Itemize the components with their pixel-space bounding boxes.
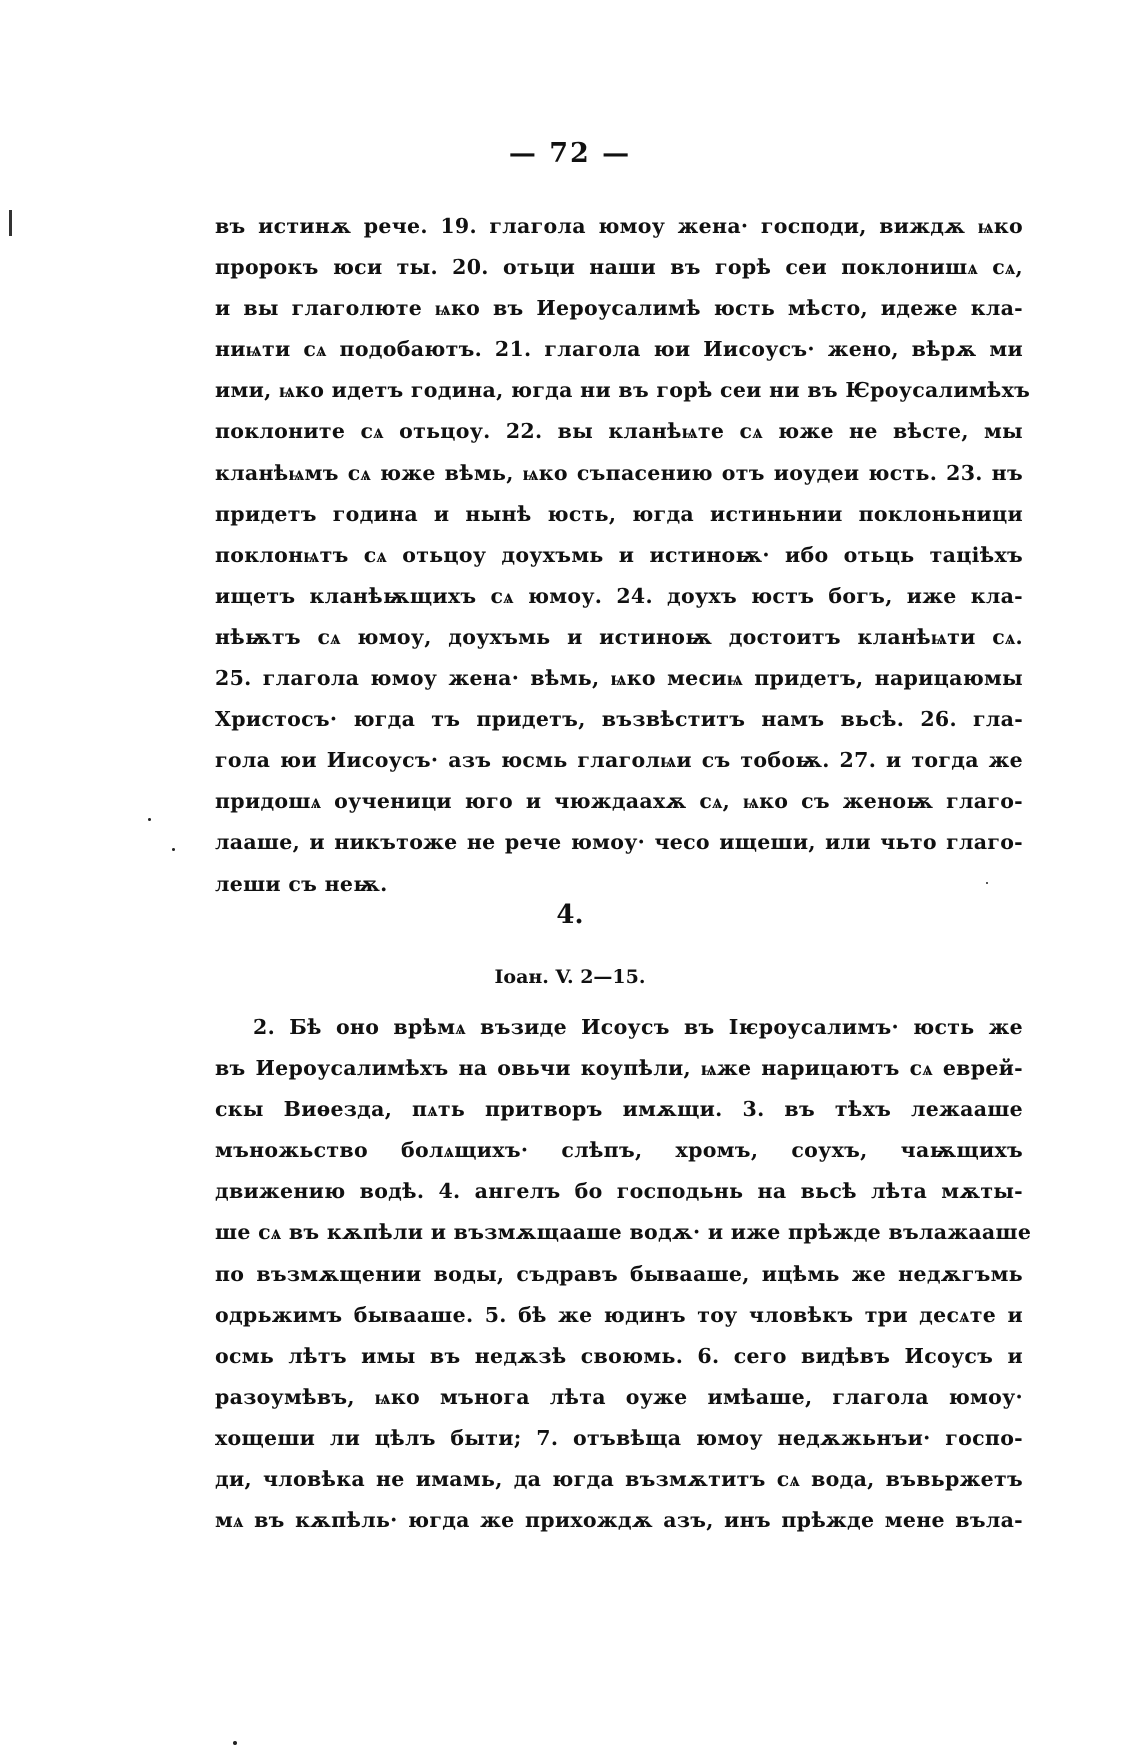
text-line: одрьжимъ бывааше. 5. бѣ же юдинъ тоу чловѣкъ три десѧте и bbox=[215, 1302, 1023, 1327]
text-line: леши съ неѭ. bbox=[215, 871, 388, 896]
text-line: мъножьство болѧщихъ· слѣпъ, хромъ, соухъ, чаѭщихъ bbox=[215, 1138, 1023, 1163]
text-line: кланѣѩмъ сѧ юже вѣмь, ѩко съпасению отъ иоудеи юсть. 23. нъ bbox=[215, 460, 1023, 485]
text-line: мѧ въ кѫпѣль· югда же прихождѫ азъ, инъ прѣжде мене въла- bbox=[215, 1508, 1023, 1533]
text-line: по възмѫщении воды, съдравъ бывааше, ицѣмь же недѫгъмь bbox=[215, 1261, 1023, 1286]
text-line: пророкъ юси ты. 20. отьци наши въ горѣ сеи поклонишѧ сѧ, bbox=[215, 255, 1023, 280]
text-line: Христосъ· югда тъ придетъ, възвѣститъ намъ вьсѣ. 26. гла- bbox=[215, 707, 1023, 732]
text-line: 2. Бѣ оно врѣмѧ възиде Исоусъ въ Іѥроусалимъ· юсть же bbox=[253, 1015, 1023, 1039]
section-number: 4. bbox=[556, 900, 584, 930]
margin-mark bbox=[9, 210, 12, 236]
scan-speck bbox=[233, 1741, 237, 1745]
scan-speck bbox=[172, 848, 175, 851]
text-line: въ Иероусалимѣхъ на овьчи коупѣли, ѩже нарицаютъ сѧ еврей- bbox=[215, 1056, 1023, 1081]
text-line: и вы глаголюте ѩко въ Иероусалимѣ юсть мѣсто, идеже кла- bbox=[215, 296, 1023, 321]
text-line: ими, ѩко идетъ година, югда ни въ горѣ сеи ни въ Ѥроусалимѣхъ bbox=[215, 378, 1031, 403]
text-line: осмь лѣтъ имы въ недѫзѣ своюмь. 6. сего видѣвъ Исоусъ и bbox=[215, 1343, 1023, 1368]
text-line: разоумѣвъ, ѩко мънога лѣта оуже имѣаше, глагола юмоу· bbox=[215, 1384, 1023, 1409]
text-line: придетъ година и нынѣ юсть, югда истиньнии поклоньници bbox=[215, 501, 1023, 526]
text-line: придошѧ оученици юго и чюждаахѫ сѧ, ѩко съ женоѭ глаго- bbox=[215, 789, 1023, 814]
text-line: ди, чловѣка не имамь, да югда възмѫтитъ сѧ вода, въвьржетъ bbox=[215, 1467, 1023, 1492]
passage-2 bbox=[215, 1007, 1032, 1541]
scan-speck bbox=[986, 882, 988, 884]
text-line: гола юи Иисоусъ· азъ юсмь глаголѩи съ тобоѭ. 27. и тогда же bbox=[215, 748, 1023, 773]
text-line: ше сѧ въ кѫпѣли и възмѫщааше водѫ· и иже прѣжде вълажааше bbox=[215, 1220, 1032, 1245]
text-line: ниѩти сѧ подобаютъ. 21. глагола юи Иисоусъ· жено, вѣрѫ ми bbox=[215, 337, 1023, 362]
text-line: поклонѩтъ сѧ отьцоу доухъмь и истиноѭ· ибо отьць таціѣхъ bbox=[215, 542, 1023, 567]
text-line: 25. глагола юмоу жена· вѣмь, ѩко месиѩ придетъ, нарицаюмы bbox=[215, 666, 1023, 691]
passage-1 bbox=[215, 206, 1031, 905]
text-line: ищетъ кланѣѭщихъ сѧ юмоу. 24. доухъ юстъ богъ, иже кла- bbox=[215, 583, 1023, 608]
text-line: лааше, и никътоже не рече юмоу· чесо ищеши, или чьто глаго- bbox=[215, 830, 1023, 855]
text-line: скы Виѳезда, пѧть притворъ имѫщи. 3. въ тѣхъ лежааше bbox=[215, 1097, 1023, 1122]
scan-speck bbox=[148, 818, 151, 821]
text-line: хощеши ли цѣлъ быти; 7. отъвѣща юмоу недѫжьнъи· госпо- bbox=[215, 1425, 1023, 1450]
text-line: нѣѭтъ сѧ юмоу, доухъмь и истиноѭ достоитъ кланѣѩти сѧ. bbox=[215, 624, 1023, 649]
scripture-reference: Іоан. V. 2—15. bbox=[494, 966, 646, 988]
text-line: движению водѣ. 4. ангелъ бо господьнь на вьсѣ лѣта мѫты- bbox=[215, 1179, 1023, 1204]
page-number: — 72 — bbox=[508, 138, 632, 169]
text-line: поклоните сѧ отьцоу. 22. вы кланѣѩте сѧ юже не вѣсте, мы bbox=[215, 419, 1023, 444]
text-line: въ истинѫ рече. 19. глагола юмоу жена· господи, виждѫ ѩко bbox=[215, 214, 1023, 238]
